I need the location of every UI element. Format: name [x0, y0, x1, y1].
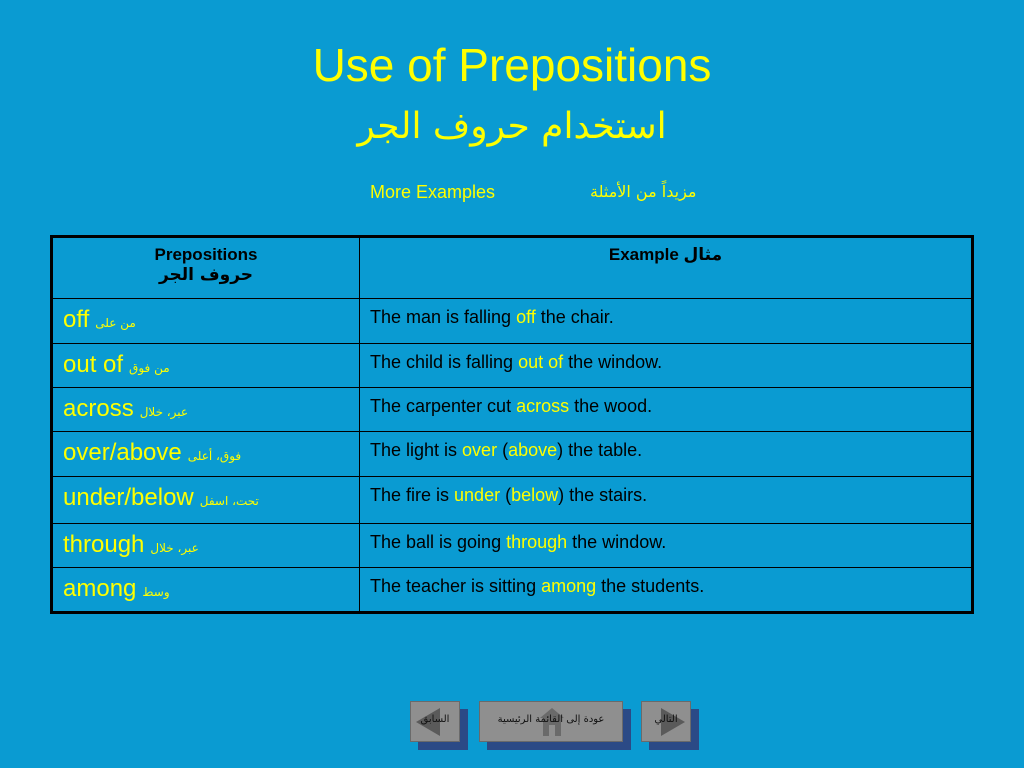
example-column-header — [360, 237, 973, 299]
example-text: The man is falling — [370, 307, 517, 327]
example-cell — [360, 477, 973, 524]
next-button[interactable] — [641, 701, 691, 742]
preposition-word: across — [63, 395, 134, 422]
example-text: The teacher is sitting — [370, 576, 542, 596]
example-header-label-arabic: مثال — [683, 245, 723, 265]
more-examples-label-arabic: مزيداً من الأمثلة — [590, 182, 697, 201]
preposition-word: over/above — [63, 439, 182, 466]
preposition-arabic: من فوق — [129, 361, 170, 375]
preposition-arabic: فوق، أعلى — [187, 449, 242, 463]
example-text: ( — [500, 485, 512, 505]
example-text: The ball is going — [370, 532, 507, 552]
home-menu-button[interactable] — [479, 701, 623, 742]
page-title: Use of Prepositions — [312, 39, 712, 91]
page-title-arabic: استخدام حروف الجر — [357, 106, 667, 147]
example-cell — [360, 432, 973, 477]
preposition-word: out of — [63, 351, 124, 378]
example-text: The fire is — [370, 485, 455, 505]
preposition-cell — [52, 524, 360, 568]
example-text: ) the table. — [557, 440, 643, 460]
table-row — [52, 388, 973, 432]
example-keyword: out of — [518, 352, 564, 372]
table-row — [52, 524, 973, 568]
preposition-word: through — [63, 531, 145, 558]
preposition-word: under/below — [63, 484, 194, 511]
preposition-cell — [52, 432, 360, 477]
example-cell — [360, 388, 973, 432]
home-menu-button-label: عودة إلى القائمة الرئيسية — [497, 714, 605, 725]
more-examples-label: More Examples — [370, 182, 496, 202]
example-text: The carpenter cut — [370, 396, 517, 416]
table-row — [52, 344, 973, 388]
example-cell — [360, 299, 973, 344]
table-row — [52, 568, 973, 613]
preposition-cell — [52, 477, 360, 524]
preposition-word: among — [63, 575, 137, 602]
previous-button-label: السابق — [420, 714, 450, 725]
example-text: the window. — [563, 352, 663, 372]
example-keyword: below — [511, 485, 559, 505]
preposition-arabic: من على — [95, 316, 136, 330]
preposition-cell — [52, 344, 360, 388]
prepositions-header-label: Prepositions — [154, 245, 258, 264]
table-row — [52, 432, 973, 477]
example-text: The child is falling — [370, 352, 519, 372]
example-keyword: across — [516, 396, 570, 416]
preposition-cell — [52, 388, 360, 432]
preposition-cell — [52, 299, 360, 344]
example-cell — [360, 524, 973, 568]
example-keyword: through — [506, 532, 568, 552]
example-keyword: over — [462, 440, 498, 460]
example-header-label: Example — [608, 245, 679, 264]
preposition-word: off — [63, 306, 90, 333]
example-keyword: under — [454, 485, 501, 505]
table-body — [52, 299, 973, 613]
prepositions-header-label-arabic: حروف الجر — [158, 265, 254, 285]
example-keyword: among — [541, 576, 597, 596]
preposition-arabic: تحت، اسفل — [199, 494, 259, 508]
example-text: the window. — [567, 532, 667, 552]
preposition-arabic: عبر، خلال — [150, 541, 199, 555]
table-header-row — [52, 237, 973, 299]
example-cell — [360, 344, 973, 388]
previous-button[interactable] — [410, 701, 460, 742]
preposition-arabic: عبر، خلال — [139, 405, 189, 419]
example-cell — [360, 568, 973, 613]
example-text: ) the stairs. — [558, 485, 648, 505]
example-keyword: above — [508, 440, 558, 460]
table-row — [52, 477, 973, 524]
prepositions-table — [50, 235, 974, 614]
example-text: ( — [497, 440, 509, 460]
next-button-label: التالي — [654, 714, 678, 725]
example-text: the students. — [596, 576, 705, 596]
preposition-arabic: وسط — [142, 585, 170, 599]
preposition-cell — [52, 568, 360, 613]
example-text: The light is — [370, 440, 463, 460]
example-keyword: off — [516, 307, 536, 327]
example-text: the wood. — [569, 396, 653, 416]
prepositions-column-header — [52, 237, 360, 299]
example-text: the chair. — [535, 307, 614, 327]
table-row — [52, 299, 973, 344]
